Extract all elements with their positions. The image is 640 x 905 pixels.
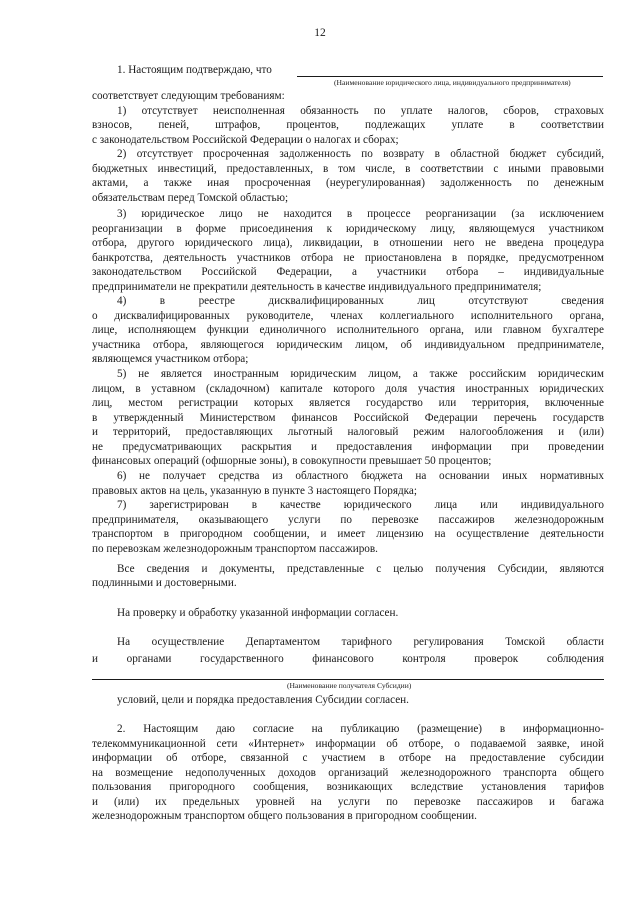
text-line: участника отбора, являющегося юридическим лицом, об индивидуальном предпринимателе, [92, 339, 604, 351]
text-line: пользования пригородного сообщения, возникающих вследствие установления тарифов [92, 781, 604, 793]
text-line: телекоммуникационной сети «Интернет» информации об отборе, о подаваемой заявке, иной [92, 738, 604, 750]
consent-department-line: условий, цели и порядка предоставления Субсидии согласен. [117, 694, 409, 706]
text-line: и (или) их предельных уровней на услуги по перевозке пассажиров и багажа [92, 796, 604, 808]
text-line: Все сведения и документы, представленные с целью получения Субсидии, являются [117, 563, 604, 575]
text-line: 4) в реестре дисквалифицированных лиц отсутствуют сведения [117, 295, 604, 307]
text-line: реорганизации в форме присоединения к юридическому лицу, являющемуся участником [92, 223, 604, 235]
text-line: 2) отсутствует просроченная задолженность по возврату в областной бюджет субсидий, [117, 148, 604, 160]
text-line: финансовых операций (офшорные зоны), в совокупности превышает 50 процентов; [92, 455, 492, 467]
text-line: 3) юридическое лицо не находится в процессе реорганизации (за исключением [117, 208, 604, 220]
text-line: лиц, местом регистрации которых является государство или территория, включенные [92, 397, 604, 409]
consent-department-line: На осуществление Департаментом тарифного регулирования Томской области [117, 636, 604, 648]
text-line: транспортом в пригородном сообщении, и имеет лицензию на осуществление деятельности [92, 528, 604, 540]
text-line: 2. Настоящим даю согласие на публикацию (размещение) в информационно- [117, 723, 604, 735]
text-line: 7) зарегистрирован в качестве юридического лица или индивидуального [117, 499, 604, 511]
text-line: соответствует следующим требованиям: [92, 90, 285, 102]
text-line: бюджетных инвестиций, предоставленных, в том числе, в соответствии с иными правовыми [92, 163, 604, 175]
consent-check-text: На проверку и обработку указанной информации согласен. [117, 607, 399, 619]
text-line: обязательствам перед Томской областью; [92, 192, 289, 204]
text-line: не предусматривающих раскрытия и предоставления информации при проведении [92, 441, 604, 453]
text-line: информации об отборе, связанной с участием в отборе на предоставление субсидии [92, 752, 604, 764]
text-line: с законодательством Российской Федерации о налогах и сборах; [92, 134, 399, 146]
text-line: о дисквалифицированных руководителе, членах коллегиального исполнительного органа, [92, 310, 604, 322]
text-line: по перевозкам железнодорожным транспортом пассажиров. [92, 543, 378, 555]
text-line: подлинными и достоверными. [92, 577, 237, 589]
text-line: актами, а также иная просроченная (неурегулированная) задолженность по денежным [92, 177, 604, 189]
text-line: 6) не получает средства из областного бюджета на основании иных нормативных [117, 470, 604, 482]
text-line: в утвержденный Министерством финансов Российской Федерации перечень государств [92, 412, 604, 424]
text-line: предприниматели не прекратили деятельность в качестве индивидуального предпринимателя; [92, 281, 542, 293]
text-line: являющемся участником отбора; [92, 353, 249, 365]
text-line: банкротства, деятельность участников отбора не приостановлена в порядке, предусмотренном [92, 252, 604, 264]
text-line: взносов, пеней, штрафов, процентов, подлежащих уплате в соответствии [92, 119, 604, 131]
confirm-intro: 1. Настоящим подтверждаю, что [117, 64, 272, 76]
organization-name-caption: (Наименование юридического лица, индивидуального предпринимателя) [334, 78, 571, 87]
text-line: железнодорожным транспортом общего пользования в пригородном сообщении. [92, 810, 477, 822]
text-line: на возмещение недополученных доходов организаций железнодорожного транспорта общего [92, 767, 604, 779]
recipient-name-blank [92, 679, 604, 680]
text-line: законодательством Российской Федерации, а участники отбора – индивидуальные [92, 266, 604, 278]
text-line: и территорий, предоставляющих льготный налоговый режим налогообложения и (или) [92, 426, 604, 438]
page-number: 12 [314, 27, 326, 39]
text-line: 5) не является иностранным юридическим лицом, а также российским юридическим [117, 368, 604, 380]
text-line: 1) отсутствует неисполненная обязанность по уплате налогов, сборов, страховых [117, 105, 604, 117]
consent-department-line: и органами государственного финансового контроля проверок соблюдения [92, 653, 604, 665]
text-line: предпринимателя, оказывающего услуги по перевозке пассажиров железнодорожным [92, 514, 604, 526]
text-line: лицом, в уставном (складочном) капитале которого доля участия иностранных юридических [92, 383, 604, 395]
text-line: отбора, другого юридического лица), ликвидации, в отношении него не введена процедура [92, 237, 604, 249]
text-line: лице, исполняющем функции единоличного исполнительного органа, или главном бухгалтере [92, 324, 604, 336]
text-line: правовых актов на цель, указанную в пункте 3 настоящего Порядка; [92, 485, 418, 497]
organization-name-blank [297, 76, 603, 77]
recipient-name-caption: (Наименование получателя Субсидии) [287, 681, 412, 690]
